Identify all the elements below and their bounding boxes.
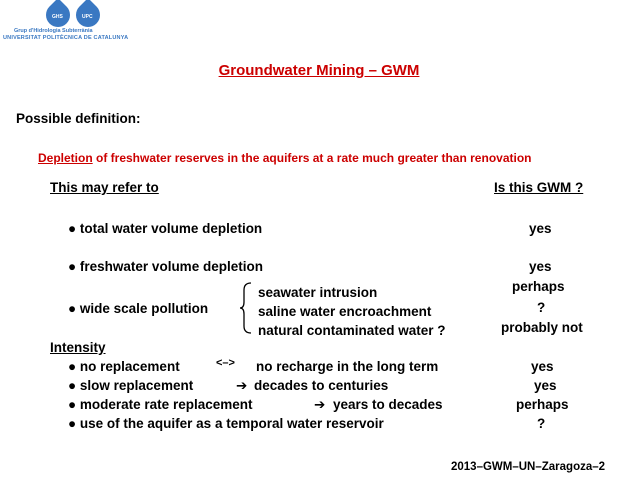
definition-keyword: Depletion — [38, 151, 93, 165]
ghs-upc-logo — [0, 0, 150, 44]
is-gwm-column-heading: Is this GWM ? — [494, 180, 584, 195]
slide-title: Groundwater Mining – GWM — [218, 62, 420, 79]
intensity-no-recharge: no recharge in the long term — [256, 359, 439, 374]
intensity-years: years to decades — [333, 397, 443, 412]
arrow-right-icon: ➔ — [314, 397, 326, 412]
intensity-heading: Intensity — [50, 340, 106, 355]
slide-footer: 2013–GWM–UN–Zaragoza–2 — [451, 461, 606, 473]
intensity-no-replacement: ● no replacement — [68, 359, 180, 374]
item-total-depletion: ● total water volume depletion — [68, 221, 263, 236]
ghs-badge-label: GHS — [52, 14, 63, 20]
answer-moderate-replacement: perhaps — [516, 397, 569, 412]
definition-heading: Possible definition: — [16, 111, 141, 126]
logo-group-name: Grup d'Hidrologia Subterrània — [14, 28, 93, 34]
pollution-seawater: seawater intrusion — [258, 285, 378, 300]
logo-university-name: UNIVERSITAT POLITÈCNICA DE CATALUNYA — [3, 35, 129, 41]
item-wide-scale-pollution: ● wide scale pollution — [68, 301, 209, 316]
arrow-right-icon: ➔ — [236, 378, 248, 393]
refer-column-heading: This may refer to — [50, 180, 159, 195]
pollution-brace — [240, 282, 252, 334]
answer-natural: probably not — [501, 320, 583, 335]
answer-temporal-reservoir: ? — [537, 416, 546, 431]
intensity-moderate-replacement: ● moderate rate replacement — [68, 397, 253, 412]
double-arrow-icon: <–> — [216, 357, 235, 369]
intensity-decades: decades to centuries — [254, 378, 389, 393]
answer-freshwater-depletion: yes — [529, 259, 552, 274]
pollution-saline: saline water encroachment — [258, 304, 432, 319]
definition-rest: of freshwater reserves in the aquifers at a rate much greater than renovation — [92, 151, 532, 165]
answer-no-replacement: yes — [531, 359, 554, 374]
answer-total-depletion: yes — [529, 221, 552, 236]
upc-badge-label: UPC — [82, 14, 93, 20]
answer-saline: ? — [537, 300, 546, 315]
answer-slow-replacement: yes — [534, 378, 557, 393]
definition-text — [38, 151, 531, 165]
answer-seawater: perhaps — [512, 279, 565, 294]
intensity-temporal-reservoir: ● use of the aquifer as a temporal water reservoir — [68, 416, 384, 431]
item-freshwater-depletion: ● freshwater volume depletion — [68, 259, 263, 274]
pollution-natural: natural contaminated water ? — [258, 323, 446, 338]
intensity-slow-replacement: ● slow replacement — [68, 378, 194, 393]
